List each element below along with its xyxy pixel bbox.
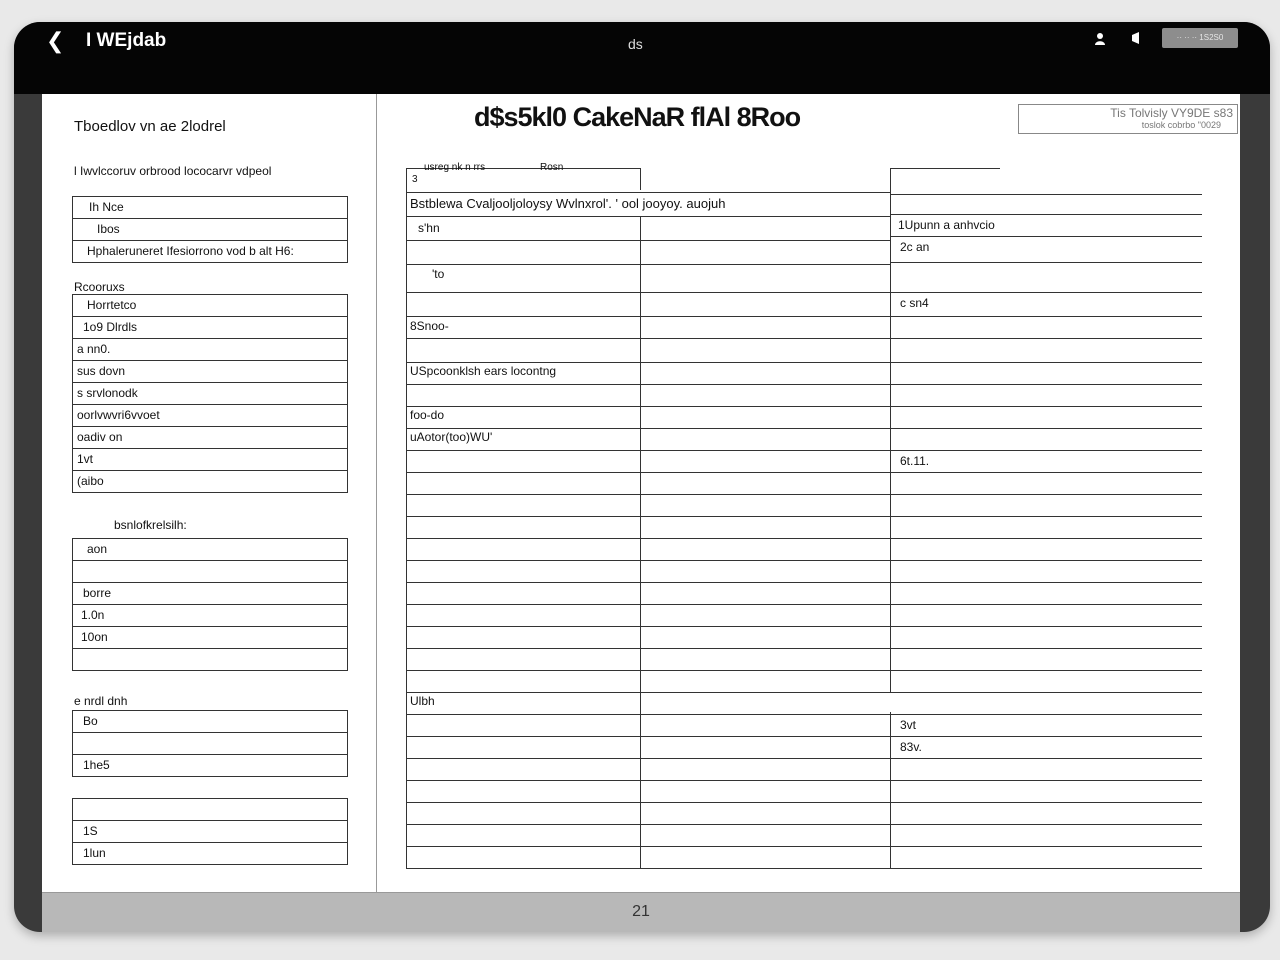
grid-line xyxy=(406,824,890,825)
grid-cell[interactable]: Ulbh xyxy=(410,694,435,708)
table-row[interactable]: oorlvwvri6vvoet xyxy=(73,405,347,427)
left-table-2 xyxy=(72,294,348,493)
table-row[interactable]: Bo xyxy=(73,711,347,733)
page-title: d$s5kl0 CakeNaR flAl 8Roo xyxy=(474,102,801,132)
grid-line xyxy=(406,264,890,265)
grid-line xyxy=(890,648,1202,649)
reference-line-1: Tis Tolvisly VY9DE s83 xyxy=(1110,106,1233,120)
grid-line xyxy=(640,168,641,190)
reference-box xyxy=(1018,104,1238,134)
grid-line xyxy=(406,338,890,339)
person-icon[interactable] xyxy=(1094,32,1106,49)
grid-cell[interactable]: 'to xyxy=(432,267,445,281)
grid-line xyxy=(406,670,890,671)
grid-line xyxy=(406,846,890,847)
grid-line xyxy=(406,626,890,627)
grid-long-row[interactable]: Bstblewa Cvaljooljoloysy Wvlnxrol'. ' ool jooyoy. auojuh xyxy=(410,196,726,211)
left-table-3 xyxy=(72,538,348,671)
table-row[interactable] xyxy=(73,561,347,583)
grid-line xyxy=(890,714,1202,715)
grid-line xyxy=(890,236,1202,237)
grid-line xyxy=(406,406,890,407)
grid-line xyxy=(890,780,1202,781)
grid-line xyxy=(406,362,890,363)
grid-line xyxy=(406,780,890,781)
table-row[interactable]: Horrtetco xyxy=(73,295,347,317)
grid-line xyxy=(890,194,1202,195)
grid-line xyxy=(890,516,1202,517)
table-row[interactable]: 1lun xyxy=(73,843,347,865)
section-label-b: bsnlofkrelsilh: xyxy=(114,518,187,532)
grid-cell[interactable]: uAotor(too)WU' xyxy=(410,430,493,444)
table-row[interactable]: (aibo xyxy=(73,471,347,493)
grid-line xyxy=(406,472,890,473)
reference-line-2: toslok cobrbo "0029 xyxy=(1141,120,1221,130)
table-row[interactable]: s srvlonodk xyxy=(73,383,347,405)
grid-line xyxy=(890,214,1202,215)
left-table-5 xyxy=(72,798,348,865)
table-row[interactable]: oadiv on xyxy=(73,427,347,449)
grid-line xyxy=(890,692,1202,693)
grid-line xyxy=(406,450,890,451)
grid-line xyxy=(890,604,1202,605)
grid-line xyxy=(890,338,1202,339)
grid-line xyxy=(406,428,890,429)
app-title: I WEjdab xyxy=(86,30,167,51)
table-row[interactable]: Ibos xyxy=(73,219,347,241)
document-name: ds xyxy=(628,36,643,52)
grid-cell[interactable]: 6t.11. xyxy=(900,454,930,468)
table-row[interactable]: 1.0n xyxy=(73,605,347,627)
grid-line xyxy=(406,292,890,293)
back-arrow-icon[interactable]: ❮ xyxy=(46,28,65,53)
grid-line xyxy=(406,240,890,241)
grid-line xyxy=(890,494,1202,495)
grid-line xyxy=(406,692,890,693)
table-row[interactable]: aon xyxy=(73,539,347,561)
table-row[interactable]: a nn0. xyxy=(73,339,347,361)
table-row[interactable] xyxy=(73,733,347,755)
grid-cell[interactable]: USpcoonklsh ears locontng xyxy=(410,364,557,378)
grid-line xyxy=(406,582,890,583)
grid-line xyxy=(406,648,890,649)
grid-line xyxy=(406,560,890,561)
grid-line xyxy=(406,868,890,869)
left-table-1 xyxy=(72,196,348,263)
status-indicator: ·· ·· ·· 1S2S0 xyxy=(1162,28,1238,48)
column-divider xyxy=(376,94,377,892)
grid-cell[interactable]: 1Upunn a anhvcio xyxy=(898,218,995,232)
document-page xyxy=(42,94,1240,892)
table-row[interactable]: 1S xyxy=(73,821,347,843)
bottom-page-bar xyxy=(42,892,1240,932)
grid-line xyxy=(890,626,1202,627)
bell-icon[interactable] xyxy=(1130,32,1140,49)
grid-cell[interactable]: s'hn xyxy=(418,221,440,235)
grid-line xyxy=(406,384,890,385)
schedule-grid xyxy=(406,162,1202,864)
grid-line xyxy=(890,316,1202,317)
grid-cell[interactable]: 83v. xyxy=(900,740,922,754)
grid-header-c: 3 xyxy=(412,174,418,185)
grid-line xyxy=(406,736,890,737)
grid-line xyxy=(890,450,1202,451)
table-row[interactable]: 1vt xyxy=(73,449,347,471)
grid-line xyxy=(890,362,1202,363)
table-row[interactable]: 10on xyxy=(73,627,347,649)
grid-line xyxy=(890,758,1202,759)
grid-line xyxy=(890,560,1202,561)
tablet-frame xyxy=(14,22,1270,932)
table-row[interactable]: Ih Nce xyxy=(73,197,347,219)
grid-header-a: usreg nk n rrs xyxy=(424,162,486,173)
grid-line xyxy=(890,292,1202,293)
grid-line xyxy=(890,736,1202,737)
grid-line xyxy=(890,168,891,692)
grid-line xyxy=(406,516,890,517)
grid-line xyxy=(890,538,1202,539)
grid-line xyxy=(890,384,1202,385)
grid-line xyxy=(890,582,1202,583)
table-row[interactable]: sus dovn xyxy=(73,361,347,383)
grid-cell[interactable]: c sn4 xyxy=(900,296,929,310)
grid-line xyxy=(890,846,1202,847)
top-app-bar xyxy=(14,22,1270,94)
table-row[interactable]: 1o9 Dlrdls xyxy=(73,317,347,339)
grid-line xyxy=(890,168,1000,169)
section-label-c: e nrdl dnh xyxy=(74,694,128,708)
grid-cell[interactable]: foo-do xyxy=(410,408,445,422)
grid-line xyxy=(406,714,890,715)
left-panel-subtitle: l Iwvlccoruv orbrood lococarvr vdpeol xyxy=(74,164,272,178)
grid-line xyxy=(640,216,641,868)
grid-line xyxy=(890,868,1202,869)
grid-line xyxy=(890,406,1202,407)
page-number: 21 xyxy=(632,903,650,920)
table-row[interactable] xyxy=(73,649,347,671)
left-panel-title: Tboedlov vn ae 2lodrel xyxy=(74,118,226,135)
grid-line xyxy=(890,472,1202,473)
grid-line xyxy=(406,802,890,803)
table-row[interactable]: Hphaleruneret Ifesiorrono vod b alt H6: xyxy=(73,241,347,263)
section-label-recent: Rcooruxs xyxy=(74,280,125,294)
grid-line xyxy=(406,758,890,759)
grid-cell[interactable]: 2c an xyxy=(900,240,930,254)
table-row[interactable] xyxy=(73,799,347,821)
grid-line xyxy=(890,802,1202,803)
grid-cell[interactable]: 3vt xyxy=(900,718,917,732)
grid-line xyxy=(406,316,890,317)
grid-line xyxy=(890,428,1202,429)
grid-line xyxy=(406,168,407,868)
table-row[interactable]: borre xyxy=(73,583,347,605)
grid-header-b: Rosn xyxy=(540,162,564,173)
grid-line xyxy=(890,670,1202,671)
grid-line xyxy=(406,538,890,539)
table-row[interactable]: 1he5 xyxy=(73,755,347,777)
grid-line xyxy=(406,494,890,495)
grid-line xyxy=(406,216,890,217)
grid-line xyxy=(406,604,890,605)
grid-line xyxy=(406,192,890,193)
left-table-4 xyxy=(72,710,348,777)
grid-cell[interactable]: 8Snoo- xyxy=(410,319,449,333)
grid-line xyxy=(890,824,1202,825)
grid-line xyxy=(890,262,1202,263)
